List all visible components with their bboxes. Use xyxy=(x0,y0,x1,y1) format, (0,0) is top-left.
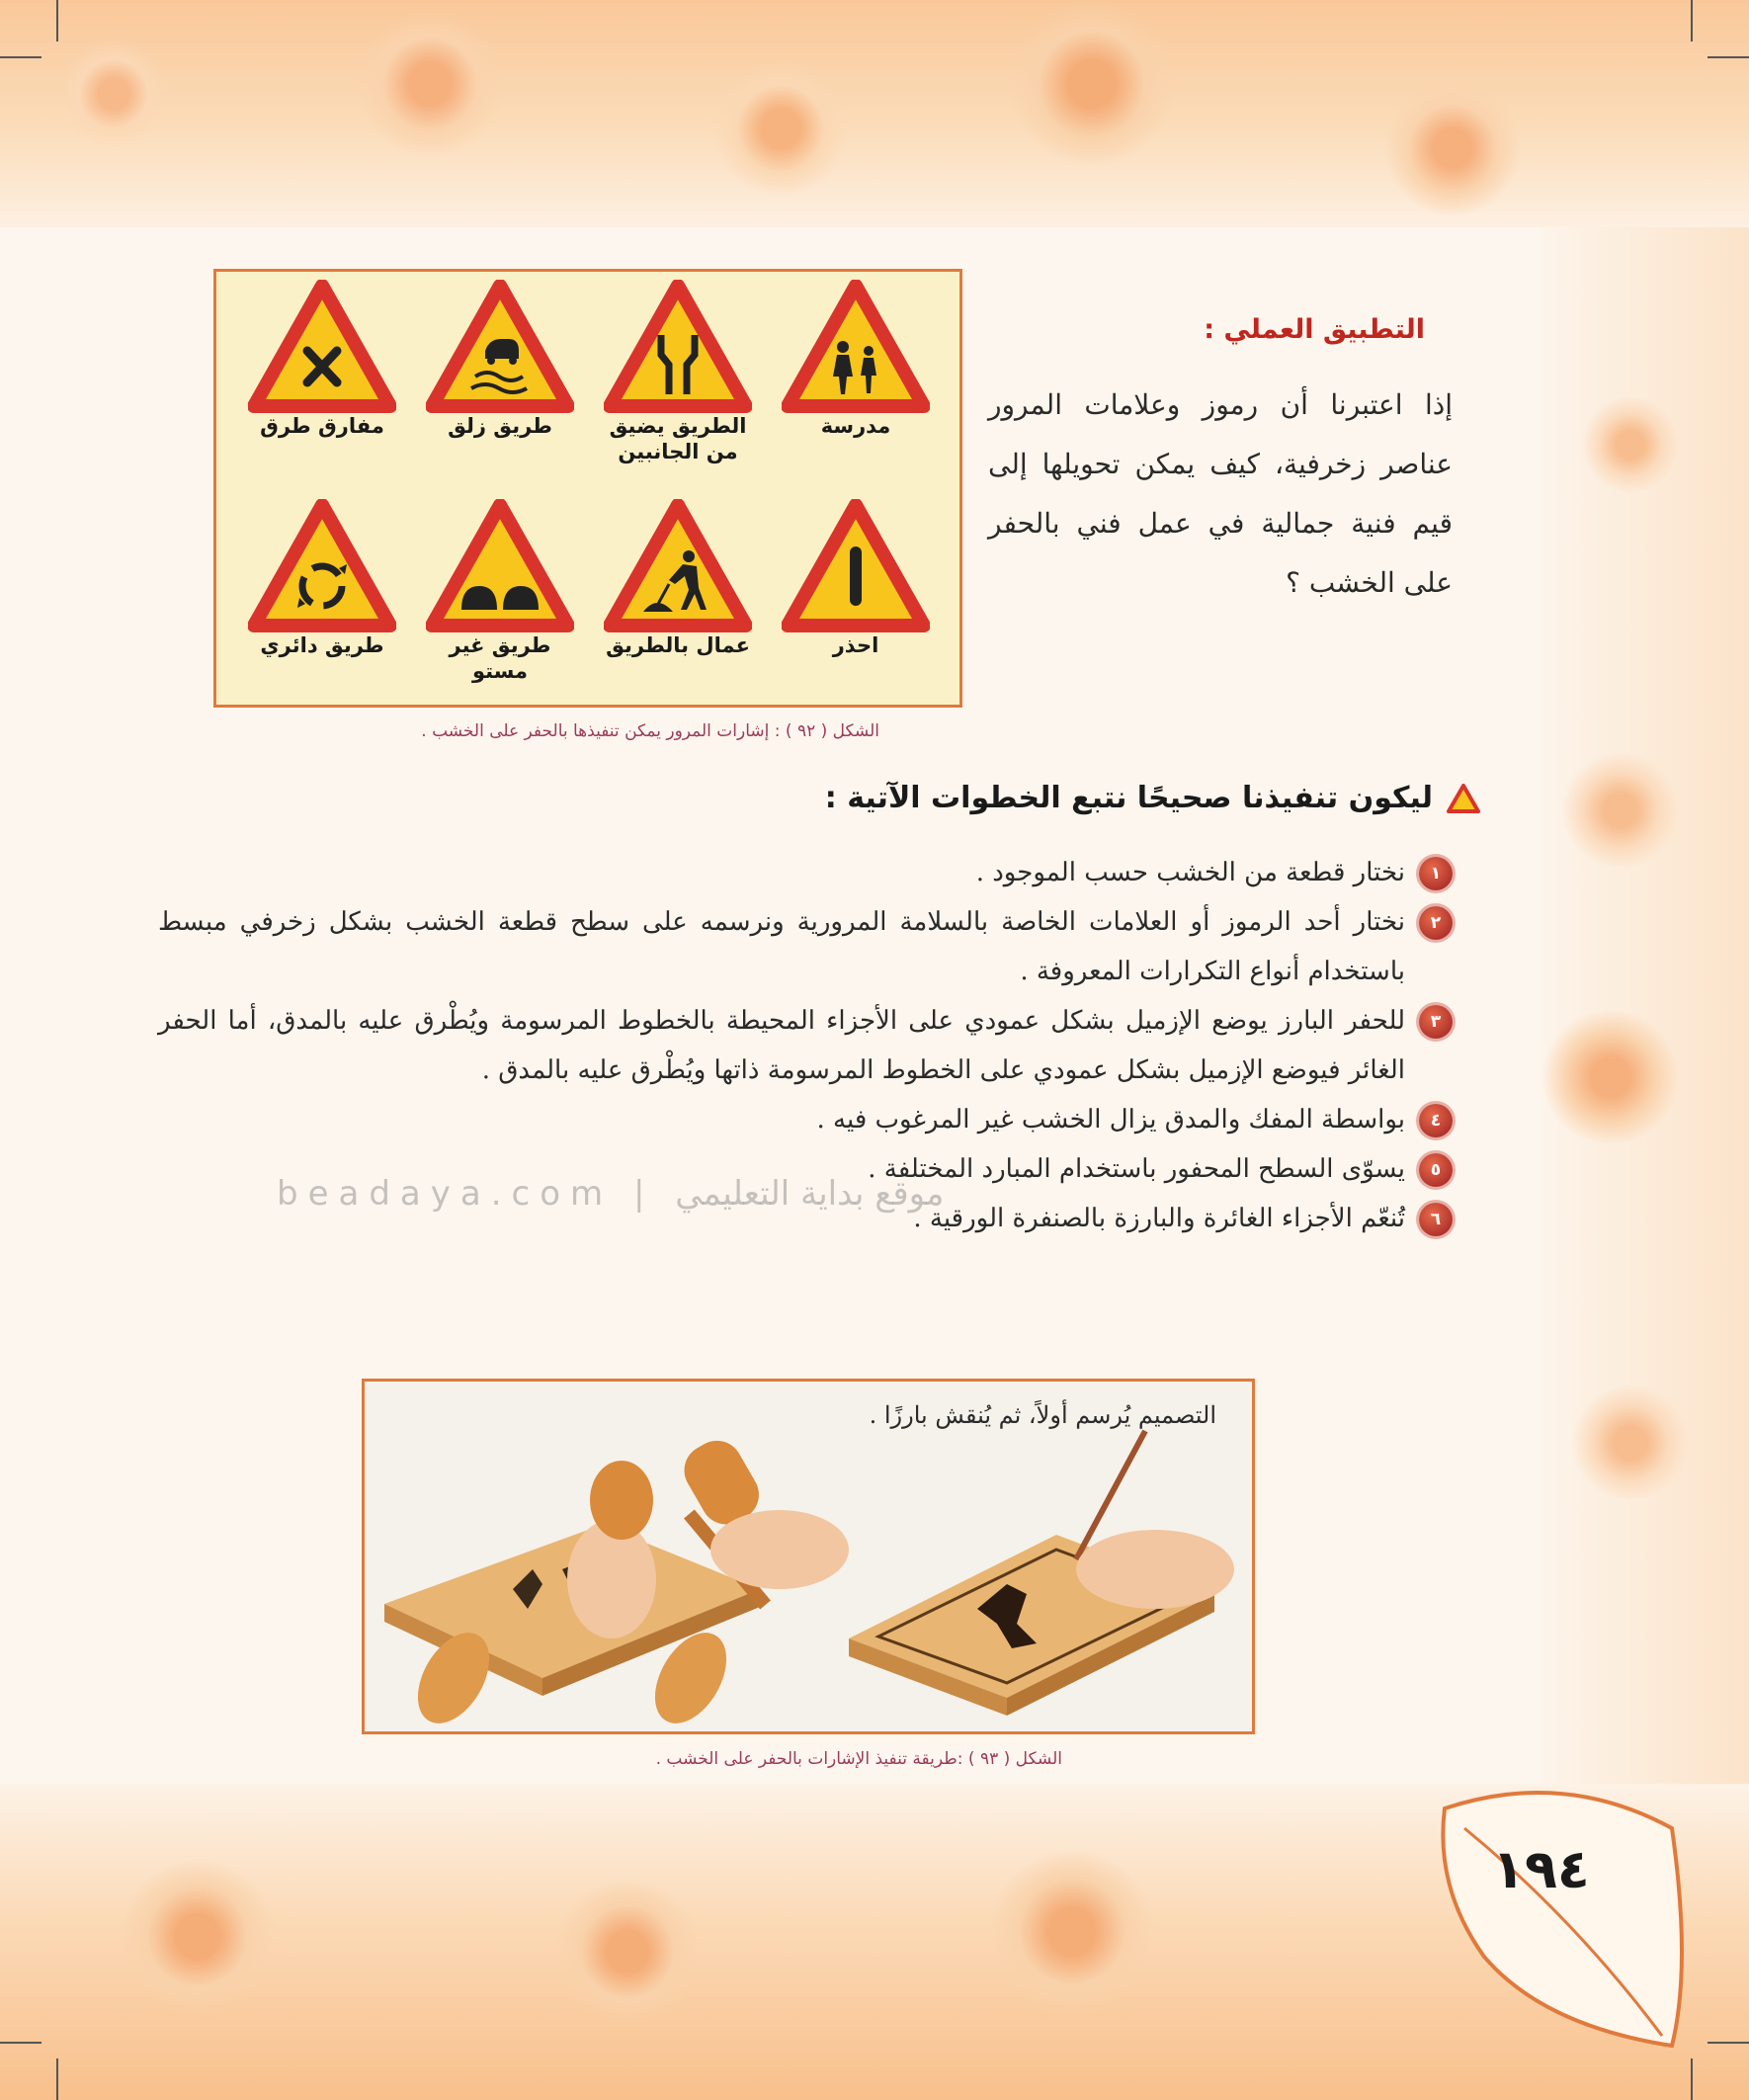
practical-heading: التطبيق العملي : xyxy=(1204,314,1425,345)
warning-triangle-icon xyxy=(1447,784,1480,813)
sign-roundabout xyxy=(243,499,401,658)
sign-label: مفارق طرق xyxy=(260,414,384,438)
watermark: beadaya.com | موقع بداية التعليمي xyxy=(277,1174,945,1214)
flower-ornament xyxy=(59,40,168,148)
sign-label: الطريق يضيق من الجانبين xyxy=(609,414,747,463)
sign-crossroads xyxy=(243,280,401,439)
sign-road-works xyxy=(599,499,757,658)
road-narrows-icon xyxy=(604,280,752,413)
flower-ornament xyxy=(1008,0,1176,168)
page-number: ١٩٤ xyxy=(1492,1838,1590,1900)
list-item xyxy=(158,996,1453,1095)
flower-ornament xyxy=(553,1878,702,2026)
flower-ornament xyxy=(1383,79,1522,217)
step-text: نختار قطعة من الخشب حسب الموجود . xyxy=(975,858,1405,887)
traffic-signs-figure xyxy=(213,269,962,708)
figure-92-caption: الشكل ( ٩٢ ) : إشارات المرور يمكن تنفيذها بالحفر على الخشب . xyxy=(421,721,879,741)
sign-label: مدرسة xyxy=(820,414,891,438)
step-text: نختار أحد الرموز أو العلامات الخاصة بالسلامة المرورية ونرسمه على سطح قطعة الخشب بشكل زخرفي مبسط باستخدام أنواع التكرارات المعروفة . xyxy=(158,907,1405,986)
flower-ornament xyxy=(1561,751,1680,870)
step-number-badge: ٦ xyxy=(1419,1203,1453,1236)
flower-ornament xyxy=(1541,1008,1680,1146)
steps-heading xyxy=(825,781,1480,815)
sign-caution xyxy=(777,499,935,658)
crop-mark xyxy=(56,2058,58,2100)
wood-carving-figure xyxy=(362,1379,1255,1734)
carving-illustration xyxy=(365,1382,1252,1731)
sign-slippery-road xyxy=(421,280,579,439)
crop-mark xyxy=(0,56,42,58)
sign-label: احذر xyxy=(832,633,879,657)
sign-label: طريق غير مستو xyxy=(449,633,551,683)
practical-question: إذا اعتبرنا أن رموز وعلامات المرور عناصر زخرفية، كيف يمكن تحويلها إلى قيم فنية جمالية في عمل فني بالحفر على الخشب ؟ xyxy=(988,388,1453,599)
sign-road-narrows xyxy=(599,280,757,464)
leaf-ornament-icon xyxy=(1425,1769,1702,2056)
flower-ornament xyxy=(711,59,850,198)
step-text: للحفر البارز يوضع الإزميل بشكل عمودي على الأجزاء المحيطة بالخطوط المرسومة ويُطْرق عليه بالمدق، أما الحفر الغائر فيوضع الإزميل بشكل عمودي على الخطوط المرسومة ذاتها ويُطْرق عليه بالمدق . xyxy=(158,1006,1405,1085)
sign-school xyxy=(777,280,935,439)
step-text: بواسطة المفك والمدق يزال الخشب غير المرغوب فيه . xyxy=(816,1105,1405,1134)
sign-label: عمال بالطريق xyxy=(606,633,750,657)
step-text: تُنعّم الأجزاء الغائرة والبارزة بالصنفرة الورقية . xyxy=(913,1204,1405,1233)
flower-ornament xyxy=(356,10,504,158)
sign-uneven-road xyxy=(421,499,579,684)
roundabout-icon xyxy=(248,499,396,632)
crop-mark xyxy=(1691,2058,1693,2100)
slippery-road-icon xyxy=(426,280,574,413)
road-works-icon xyxy=(604,499,752,632)
crop-mark xyxy=(1707,2042,1749,2044)
crossroads-icon xyxy=(248,280,396,413)
carving-inner-text: التصميم يُرسم أولاً، ثم يُنقش بارزًا . xyxy=(869,1401,1216,1429)
step-number-badge: ١ xyxy=(1419,857,1453,890)
sign-label: طريق زلق xyxy=(448,414,552,438)
step-number-badge: ٣ xyxy=(1419,1005,1453,1039)
flower-ornament xyxy=(1571,1384,1690,1502)
sign-label: طريق دائري xyxy=(260,633,384,657)
flower-ornament xyxy=(1581,395,1680,494)
uneven-road-icon xyxy=(426,499,574,632)
crop-mark xyxy=(0,2042,42,2044)
crop-mark xyxy=(56,0,58,42)
step-number-badge: ٢ xyxy=(1419,906,1453,940)
flower-ornament xyxy=(988,1848,1156,2016)
list-item xyxy=(158,897,1453,996)
crop-mark xyxy=(1707,56,1749,58)
steps-heading-text: ليكون تنفيذنا صحيحًا نتبع الخطوات الآتية : xyxy=(824,781,1433,815)
step-text: يسوّى السطح المحفور باستخدام المبارد المختلفة . xyxy=(868,1154,1405,1184)
children-crossing-icon xyxy=(782,280,930,413)
exclamation-icon xyxy=(782,499,930,632)
figure-93-caption: الشكل ( ٩٣ ) :طريقة تنفيذ الإشارات بالحفر على الخشب . xyxy=(655,1749,1062,1769)
list-item xyxy=(158,1095,1453,1144)
step-number-badge: ٤ xyxy=(1419,1104,1453,1137)
list-item xyxy=(158,848,1453,897)
flower-ornament xyxy=(119,1858,277,2016)
step-number-badge: ٥ xyxy=(1419,1153,1453,1187)
crop-mark xyxy=(1691,0,1693,42)
